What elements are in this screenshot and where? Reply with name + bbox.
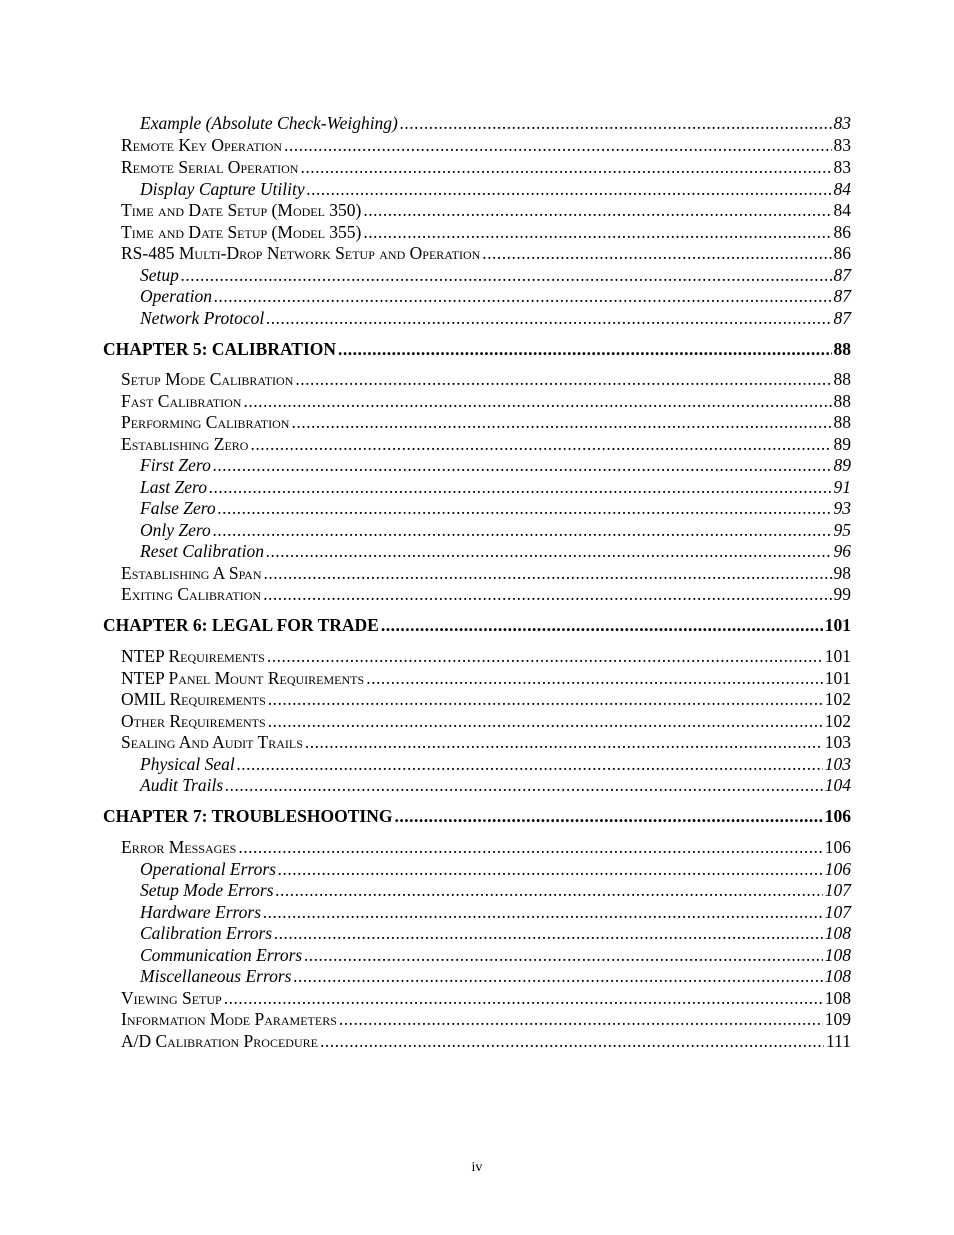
toc-entry[interactable]: [121, 689, 851, 709]
toc-entry[interactable]: [121, 135, 851, 155]
dot-leader: [209, 477, 832, 497]
toc-entry-page: 106: [824, 806, 851, 826]
toc-entry[interactable]: [121, 157, 851, 177]
toc-entry[interactable]: [121, 646, 851, 666]
toc-entry-page: 98: [833, 563, 851, 583]
toc-entry-page: 109: [824, 1009, 851, 1029]
toc-entry[interactable]: [140, 286, 851, 306]
dot-leader: [218, 498, 832, 518]
toc-entry-page: 87: [833, 265, 851, 285]
dot-leader: [294, 966, 823, 986]
toc-entry-title: Only Zero: [140, 520, 211, 540]
dot-leader: [276, 880, 823, 900]
toc-entry-title: Establishing A Span: [121, 563, 262, 583]
toc-entry-page: 111: [826, 1031, 851, 1051]
toc-entry-title: Information Mode Parameters: [121, 1009, 337, 1029]
toc-chapter-heading[interactable]: [103, 806, 851, 826]
toc-entry-title: Error Messages: [121, 837, 237, 857]
toc-entry-title: NTEP Panel Mount Requirements: [121, 668, 365, 688]
dot-leader: [266, 541, 832, 561]
dot-leader: [268, 711, 823, 731]
toc-entry-page: 106: [824, 859, 851, 879]
toc-entry[interactable]: [121, 988, 851, 1008]
toc-entry[interactable]: [121, 668, 851, 688]
dot-leader: [263, 584, 831, 604]
toc-entry[interactable]: [140, 859, 851, 879]
toc-entry-title: Operational Errors: [140, 859, 276, 879]
toc-entry-title: Audit Trails: [140, 775, 224, 795]
dot-leader: [305, 732, 823, 752]
toc-entry-page: 83: [833, 157, 851, 177]
toc-entry[interactable]: [140, 923, 851, 943]
toc-entry-page: 86: [833, 243, 851, 263]
toc-entry-title: Remote Serial Operation: [121, 157, 299, 177]
toc-entry-page: 108: [824, 923, 851, 943]
toc-entry[interactable]: [121, 243, 851, 263]
toc-entry-title: Communication Errors: [140, 945, 303, 965]
toc-entry-page: 87: [833, 286, 851, 306]
toc-entry[interactable]: [140, 113, 851, 133]
toc-entry-page: 108: [824, 945, 851, 965]
toc-entry-title: Other Requirements: [121, 711, 266, 731]
toc-entry-page: 106: [824, 837, 851, 857]
toc-entry[interactable]: [140, 520, 851, 540]
toc-entry[interactable]: [121, 412, 851, 432]
toc-entry[interactable]: [140, 308, 851, 328]
dot-leader: [338, 339, 831, 359]
dot-leader: [238, 837, 822, 857]
toc-entry[interactable]: [121, 563, 851, 583]
toc-entry-title: Remote Key Operation: [121, 135, 283, 155]
toc-entry-title: Establishing Zero: [121, 434, 249, 454]
toc-entry-page: 103: [824, 754, 851, 774]
page-number: iv: [471, 1160, 483, 1175]
toc-entry-page: 89: [833, 455, 851, 475]
toc-entry-title: Operation: [140, 286, 212, 306]
dot-leader: [482, 243, 831, 263]
dot-leader: [213, 455, 832, 475]
dot-leader: [400, 113, 832, 133]
dot-leader: [320, 1031, 824, 1051]
toc-entry[interactable]: [140, 179, 851, 199]
toc-entry-title: Hardware Errors: [140, 902, 262, 922]
toc-entry-page: 86: [833, 222, 851, 242]
toc-entry-title: A/D Calibration Procedure: [121, 1031, 318, 1051]
dot-leader: [304, 945, 823, 965]
toc-entry-page: 108: [824, 966, 851, 986]
toc-entry[interactable]: [121, 584, 851, 604]
toc-entry-title: Reset Calibration: [140, 541, 264, 561]
toc-entry-page: 108: [824, 988, 851, 1008]
toc-entry-page: 101: [824, 668, 851, 688]
dot-leader: [300, 157, 831, 177]
toc-entry-page: 102: [824, 689, 851, 709]
toc-entry[interactable]: [121, 711, 851, 731]
toc-entry[interactable]: [140, 541, 851, 561]
toc-entry-title: Viewing Setup: [121, 988, 222, 1008]
toc-entry-page: 88: [833, 412, 851, 432]
dot-leader: [284, 135, 831, 155]
toc-entry[interactable]: [140, 966, 851, 986]
toc-entry-title: Performing Calibration: [121, 412, 290, 432]
dot-leader: [295, 369, 831, 389]
toc-entry-page: 89: [833, 434, 851, 454]
toc-entry-title: Setup Mode Errors: [140, 880, 274, 900]
toc-entry-page: 99: [833, 584, 851, 604]
dot-leader: [394, 806, 822, 826]
toc-entry-page: 95: [833, 520, 851, 540]
toc-entry-page: 103: [824, 732, 851, 752]
toc-entry-title: OMIL Requirements: [121, 689, 266, 709]
toc-entry-title: Fast Calibration: [121, 391, 242, 411]
dot-leader: [278, 859, 823, 879]
toc-entry-title: Display Capture Utility: [140, 179, 305, 199]
toc-entry-title: Time and Date Setup (Model 355): [121, 222, 362, 242]
dot-leader: [224, 988, 823, 1008]
toc-entry-title: Setup Mode Calibration: [121, 369, 294, 389]
toc-entry[interactable]: [121, 837, 851, 857]
toc-entry[interactable]: [140, 902, 851, 922]
toc-entry-page: 91: [833, 477, 851, 497]
toc-entry[interactable]: [121, 1031, 851, 1051]
toc-entry-page: 104: [824, 775, 851, 795]
toc-entry-title: Exiting Calibration: [121, 584, 262, 604]
toc-entry[interactable]: [121, 434, 851, 454]
toc-entry-title: Miscellaneous Errors: [140, 966, 292, 986]
toc-entry-page: 83: [833, 135, 851, 155]
toc-entry[interactable]: [121, 369, 851, 389]
toc-entry-page: 84: [833, 179, 851, 199]
toc-entry[interactable]: [121, 1009, 851, 1029]
toc-entry[interactable]: [121, 391, 851, 411]
toc-entry-title: Physical Seal: [140, 754, 235, 774]
toc-entry-title: Sealing And Audit Trails: [121, 732, 303, 752]
toc-entry-title: CHAPTER 5: CALIBRATION: [103, 339, 337, 359]
dot-leader: [268, 689, 823, 709]
dot-leader: [237, 754, 823, 774]
toc-entry-title: Network Protocol: [140, 308, 265, 328]
toc-entry-page: 93: [833, 498, 851, 518]
dot-leader: [267, 646, 823, 666]
toc-entry-page: 88: [833, 369, 851, 389]
toc-entry-page: 83: [833, 113, 851, 133]
toc-entry[interactable]: [121, 732, 851, 752]
dot-leader: [264, 563, 832, 583]
toc-entry-page: 107: [824, 880, 851, 900]
toc-chapter-heading[interactable]: [103, 615, 851, 635]
dot-leader: [243, 391, 831, 411]
toc-entry-title: Last Zero: [140, 477, 207, 497]
toc-entry-title: CHAPTER 6: LEGAL FOR TRADE: [103, 615, 379, 635]
toc-entry-page: 107: [824, 902, 851, 922]
toc-entry[interactable]: [140, 498, 851, 518]
toc-entry-title: NTEP Requirements: [121, 646, 265, 666]
toc-entry-page: 96: [833, 541, 851, 561]
toc-entry[interactable]: [121, 222, 851, 242]
toc-entry[interactable]: [140, 945, 851, 965]
dot-leader: [263, 902, 823, 922]
dot-leader: [363, 200, 831, 220]
toc-entry-title: Time and Date Setup (Model 350): [121, 200, 362, 220]
toc-entry[interactable]: [140, 754, 851, 774]
toc-entry[interactable]: [121, 200, 851, 220]
toc-entry[interactable]: [140, 477, 851, 497]
toc-entry-title: Calibration Errors: [140, 923, 273, 943]
toc-entry-page: 84: [833, 200, 851, 220]
dot-leader: [307, 179, 832, 199]
toc-entry[interactable]: [140, 455, 851, 475]
toc-entry-title: CHAPTER 7: TROUBLESHOOTING: [103, 806, 393, 826]
toc-entry-page: 88: [833, 339, 851, 359]
toc-entry-page: 88: [833, 391, 851, 411]
toc-entry-page: 101: [824, 646, 851, 666]
dot-leader: [291, 412, 831, 432]
dot-leader: [213, 520, 832, 540]
toc-entry-page: 101: [824, 615, 851, 635]
toc-entry-title: False Zero: [140, 498, 216, 518]
dot-leader: [363, 222, 831, 242]
toc-entry[interactable]: [140, 775, 851, 795]
dot-leader: [214, 286, 832, 306]
toc-chapter-heading[interactable]: [103, 339, 851, 359]
toc-entry-title: First Zero: [140, 455, 211, 475]
dot-leader: [250, 434, 831, 454]
toc-entry-page: 87: [833, 308, 851, 328]
toc-entry-page: 102: [824, 711, 851, 731]
dot-leader: [274, 923, 823, 943]
toc-entry-title: RS-485 Multi-Drop Network Setup and Operation: [121, 243, 481, 263]
toc-entry[interactable]: [140, 265, 851, 285]
dot-leader: [381, 615, 823, 635]
dot-leader: [339, 1009, 823, 1029]
toc-entry[interactable]: [140, 880, 851, 900]
toc-entry-title: Example (Absolute Check-Weighing): [140, 113, 398, 133]
toc-entry-title: Setup: [140, 265, 179, 285]
dot-leader: [225, 775, 823, 795]
dot-leader: [366, 668, 823, 688]
dot-leader: [181, 265, 832, 285]
dot-leader: [266, 308, 831, 328]
